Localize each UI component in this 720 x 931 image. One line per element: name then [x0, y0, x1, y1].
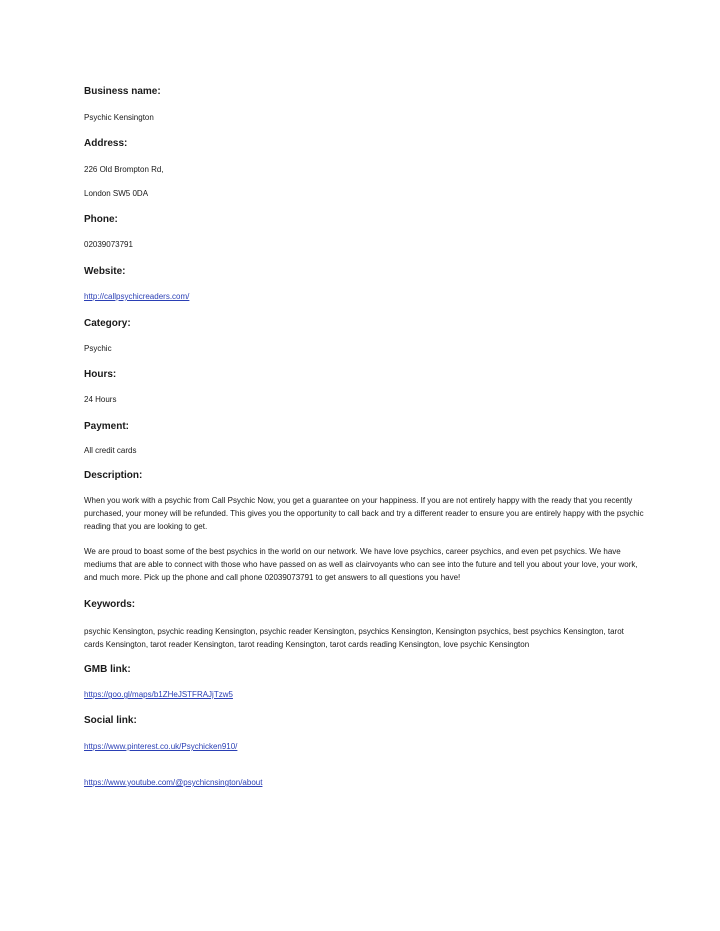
category-label: Category: [84, 318, 131, 329]
address-line-1: 226 Old Brompton Rd, [84, 165, 164, 174]
business-name-label: Business name: [84, 86, 161, 97]
website-link[interactable]: http://callpsychicreaders.com/ [84, 292, 190, 301]
website-label: Website: [84, 266, 126, 277]
social-link-label: Social link: [84, 715, 137, 726]
keywords-label: Keywords: [84, 599, 136, 610]
phone-value: 02039073791 [84, 240, 133, 249]
social-link-pinterest[interactable]: https://www.pinterest.co.uk/Psychicken910/ [84, 742, 238, 751]
address-label: Address: [84, 138, 128, 149]
address-line-2: London SW5 0DA [84, 189, 149, 198]
payment-label: Payment: [84, 421, 130, 432]
hours-label: Hours: [84, 369, 117, 380]
payment-value: All credit cards [84, 446, 137, 455]
category-value: Psychic [84, 344, 112, 353]
hours-value: 24 Hours [84, 395, 117, 404]
description-paragraph-2: We are proud to boast some of the best psychics in the world on our network. We have love psychics, career psychics, and even pet psychics. We have mediums that are able to connect with those who have passed on as well as clairvoyants who can see into the future and tell you about your love, your work, and much more. Pick up the phone and call phone 02039073791 to get answers to all questions you have! [84, 547, 638, 582]
gmb-link-label: GMB link: [84, 664, 131, 675]
description-paragraph-1: When you work with a psychic from Call Psychic Now, you get a guarantee on your happiness. If you are not entirely happy with the ready that you recently purchased, your money will be refunded. This gives you the opportunity to call back and try a different reader to ensure you are entirely happy with the psychic reading that you are looking to get. [84, 496, 644, 531]
keywords-value: psychic Kensington, psychic reading Kensington, psychic reader Kensington, psychics Kensington, Kensington psychics, best psychics Kensington, tarot cards Kensington, tarot reader Kensington, tarot reading Kensington, tarot cards reading Kensington, love psychic Kensington [84, 627, 624, 649]
gmb-link[interactable]: https://goo.gl/maps/b1ZHeJSTFRAJjTzw5 [84, 690, 233, 699]
phone-label: Phone: [84, 214, 118, 225]
business-name-value: Psychic Kensington [84, 113, 154, 122]
description-label: Description: [84, 470, 143, 481]
social-link-youtube[interactable]: https://www.youtube.com/@psychicnsington/about [84, 778, 263, 787]
